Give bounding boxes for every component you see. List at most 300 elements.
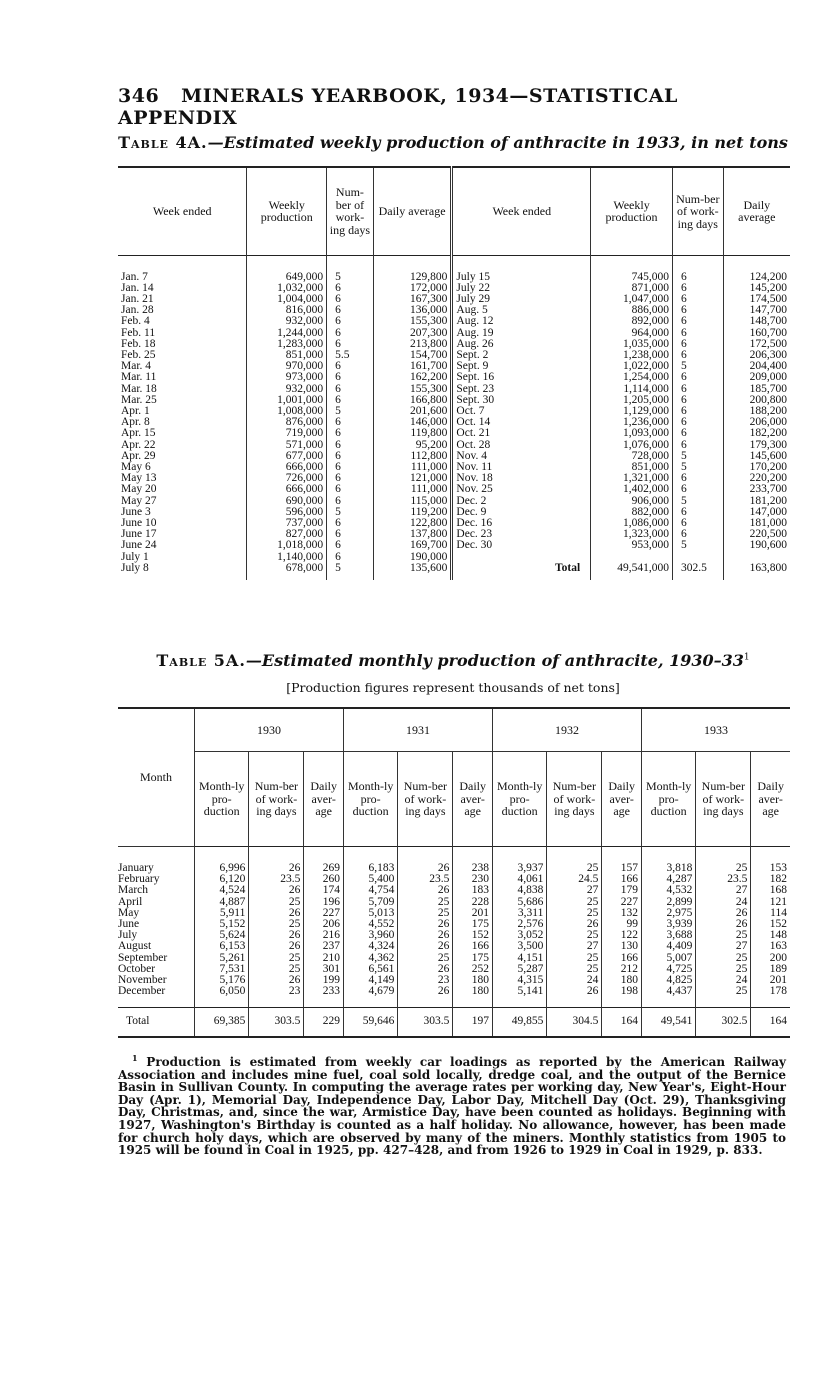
value-cell: 27	[696, 941, 751, 952]
table-row	[118, 428, 790, 439]
value-cell: 6,050	[195, 986, 249, 1008]
week-cell: Apr. 29	[121, 449, 156, 462]
average-cell: 181,000	[723, 518, 790, 529]
week-cell: Aug. 19	[452, 328, 591, 339]
value-cell: 166	[602, 953, 642, 964]
week-cell: July 8	[121, 561, 149, 574]
value-cell: 25	[249, 897, 304, 908]
table-row	[118, 518, 790, 529]
week-cell: June 17	[121, 528, 157, 541]
value-cell: 26	[249, 847, 304, 875]
footnote	[118, 1052, 786, 1157]
total-label: Total	[118, 1008, 195, 1037]
value-cell: 198	[602, 986, 642, 1008]
value-cell: 4,838	[492, 885, 546, 896]
total-value: 49,541	[641, 1008, 695, 1037]
value-cell: 3,939	[641, 919, 695, 930]
week-cell: Sept. 23	[452, 384, 591, 395]
value-cell: 122	[602, 930, 642, 941]
value-cell: 237	[304, 941, 344, 952]
production-cell: 678,000	[247, 563, 327, 580]
value-cell: 5,007	[641, 953, 695, 964]
table-row	[118, 328, 790, 339]
total-value: 229	[304, 1008, 344, 1037]
week-cell: July 15	[452, 255, 591, 283]
average-cell: 111,000	[373, 484, 452, 495]
value-cell: 174	[304, 885, 344, 896]
production-cell: 1,047,000	[591, 294, 673, 305]
week-cell: Oct. 28	[452, 440, 591, 451]
week-cell: Apr. 8	[121, 416, 150, 429]
value-cell: 175	[453, 919, 493, 930]
week-cell: Oct. 21	[452, 428, 591, 439]
weekly-production-table	[118, 166, 790, 580]
days-cell: 6	[672, 417, 723, 428]
week-cell: Mar. 18	[121, 382, 157, 395]
average-cell: 154,700	[373, 350, 452, 361]
average-cell: 112,800	[373, 451, 452, 462]
value-cell: 4,315	[492, 975, 546, 986]
value-cell: 4,887	[195, 897, 249, 908]
value-cell: 24	[696, 975, 751, 986]
week-cell: Mar. 11	[121, 371, 157, 384]
average-cell: 119,200	[373, 507, 452, 518]
value-cell: 25	[696, 847, 751, 875]
production-cell: 886,000	[591, 305, 673, 316]
value-cell: 24.5	[547, 874, 602, 885]
production-cell: 973,000	[247, 372, 327, 383]
days-cell: 6	[327, 339, 374, 350]
value-cell: 180	[453, 986, 493, 1008]
week-cell: May 13	[121, 472, 157, 485]
value-cell: 25	[547, 953, 602, 964]
value-cell: 4,725	[641, 964, 695, 975]
value-cell: 24	[547, 975, 602, 986]
col-working-days: Num-ber of work-ing days	[547, 752, 602, 847]
value-cell: 4,409	[641, 941, 695, 952]
days-cell: 6	[327, 518, 374, 529]
production-cell: 571,000	[247, 440, 327, 451]
average-cell: 121,000	[373, 473, 452, 484]
week-cell: Jan. 7	[121, 270, 148, 283]
value-cell: 6,183	[343, 847, 397, 875]
value-cell: 3,960	[343, 930, 397, 941]
days-cell: 6	[672, 440, 723, 451]
value-cell: 5,624	[195, 930, 249, 941]
value-cell: 157	[602, 847, 642, 875]
week-cell: Dec. 23	[452, 529, 591, 540]
days-cell: 5	[672, 496, 723, 507]
days-cell: 5	[672, 540, 723, 551]
production-cell: 932,000	[247, 384, 327, 395]
production-cell: 1,022,000	[591, 361, 673, 372]
week-cell: Dec. 30	[452, 540, 591, 551]
col-week-ended: Week ended	[152, 204, 212, 218]
production-cell: 851,000	[591, 462, 673, 473]
days-cell: 6	[672, 305, 723, 316]
production-cell: 1,076,000	[591, 440, 673, 451]
total-value: 303.5	[398, 1008, 453, 1037]
production-cell: 1,402,000	[591, 484, 673, 495]
week-cell: Total	[452, 563, 591, 580]
running-title: MINERALS YEARBOOK, 1934—STATISTICAL APPENDIX	[118, 85, 678, 129]
production-cell: 649,000	[247, 255, 327, 283]
average-cell: 137,800	[373, 529, 452, 540]
value-cell: 25	[249, 953, 304, 964]
table-row	[118, 507, 790, 518]
average-cell: 206,000	[723, 417, 790, 428]
production-cell: 719,000	[247, 428, 327, 439]
days-cell: 5	[327, 563, 374, 580]
value-cell: 3,500	[492, 941, 546, 952]
production-cell: 953,000	[591, 540, 673, 551]
value-cell: 166	[453, 941, 493, 952]
production-cell: 1,114,000	[591, 384, 673, 395]
average-cell: 155,300	[373, 384, 452, 395]
production-cell: 1,283,000	[247, 339, 327, 350]
value-cell: 168	[751, 885, 790, 896]
week-cell: Feb. 25	[121, 348, 156, 361]
average-cell: 155,300	[373, 316, 452, 327]
table-row	[118, 283, 790, 294]
production-cell: 1,129,000	[591, 406, 673, 417]
month-cell: October	[118, 962, 156, 975]
value-cell: 238	[453, 847, 493, 875]
total-value: 302.5	[696, 1008, 751, 1037]
week-cell: Sept. 30	[452, 395, 591, 406]
value-cell: 26	[398, 986, 453, 1008]
production-cell: 871,000	[591, 283, 673, 294]
value-cell: 26	[249, 941, 304, 952]
average-cell: 161,700	[373, 361, 452, 372]
average-cell: 166,800	[373, 395, 452, 406]
value-cell: 26	[547, 986, 602, 1008]
table-4a-caption: —Estimated weekly production of anthracite in 1933, in net tons	[207, 133, 788, 152]
value-cell: 4,437	[641, 986, 695, 1008]
days-cell: 5	[672, 361, 723, 372]
value-cell: 3,937	[492, 847, 546, 875]
value-cell: 25	[398, 953, 453, 964]
production-cell: 970,000	[247, 361, 327, 372]
table-row	[118, 885, 790, 896]
production-cell: 882,000	[591, 507, 673, 518]
production-cell: 1,086,000	[591, 518, 673, 529]
production-cell: 932,000	[247, 316, 327, 327]
col-week-ended-2: Week ended	[452, 167, 591, 255]
average-cell: 179,300	[723, 440, 790, 451]
table-row	[118, 395, 790, 406]
value-cell: 189	[751, 964, 790, 975]
days-cell: 6	[672, 283, 723, 294]
page-header	[118, 85, 728, 129]
value-cell: 25	[398, 897, 453, 908]
value-cell: 180	[602, 975, 642, 986]
value-cell: 212	[602, 964, 642, 975]
days-cell: 6	[672, 507, 723, 518]
value-cell: 26	[398, 847, 453, 875]
col-daily-average-2: Daily average	[723, 167, 790, 255]
value-cell: 228	[453, 897, 493, 908]
table-5a-caption: —Estimated monthly production of anthracite, 1930–33	[245, 651, 744, 670]
value-cell: 153	[751, 847, 790, 875]
value-cell: 26	[249, 885, 304, 896]
table-row	[118, 986, 790, 1008]
value-cell: 26	[249, 908, 304, 919]
average-cell: 190,600	[723, 540, 790, 551]
week-cell: May 6	[121, 460, 151, 473]
year-1932: 1932	[492, 708, 641, 752]
days-cell: 6	[327, 283, 374, 294]
value-cell: 27	[696, 885, 751, 896]
value-cell: 6,153	[195, 941, 249, 952]
footnote-mark: 1	[132, 1053, 138, 1063]
days-cell: 6	[672, 316, 723, 327]
week-cell: June 24	[121, 539, 157, 552]
days-cell: 6	[327, 417, 374, 428]
production-cell: 49,541,000	[591, 563, 673, 580]
average-cell: 201,600	[373, 406, 452, 417]
table-row	[118, 941, 790, 952]
production-cell: 1,008,000	[247, 406, 327, 417]
week-cell: Dec. 2	[452, 496, 591, 507]
production-cell: 1,236,000	[591, 417, 673, 428]
value-cell: 148	[751, 930, 790, 941]
col-monthly-production: Month-ly pro-duction	[195, 752, 249, 847]
value-cell: 27	[547, 941, 602, 952]
production-cell: 745,000	[591, 255, 673, 283]
value-cell: 227	[304, 908, 344, 919]
week-cell: Jan. 28	[121, 304, 154, 317]
footnote-text: Production is estimated from weekly car loadings as reported by the American Railway Association and includes mine fuel, coal sold locally, dredge coal, and the output of the Bernice Basin in Sullivan County. In computing the average rates per working day, New Year's, Eight-Hour Day (Apr. 1), Memorial Day, Independence Day, Labor Day, Mitchell Day (Oct. 29), Thanksgiving Day, Christmas, and, since the war, Armistice Day, have been counted as holidays. Beginning with 1927, Washington's Birthday is counted as a half holiday. No allowance, however, has been made for church holy days, which are observed by many of the miners. Monthly statistics from 1905 to 1925 will be found in Coal in 1925, pp. 427–428, and from 1926 to 1929 in Coal in 1929, p. 833.	[118, 1055, 786, 1158]
month-cell: March	[118, 884, 149, 897]
col-working-days: Num-ber of work-ing days	[249, 752, 304, 847]
value-cell: 5,261	[195, 953, 249, 964]
days-cell: 6	[327, 462, 374, 473]
production-cell: 827,000	[247, 529, 327, 540]
value-cell: 25	[547, 908, 602, 919]
days-cell: 6	[327, 529, 374, 540]
value-cell: 2,975	[641, 908, 695, 919]
week-cell: May 20	[121, 483, 157, 496]
production-cell: 1,323,000	[591, 529, 673, 540]
value-cell: 180	[453, 975, 493, 986]
table-row	[118, 473, 790, 484]
production-cell: 892,000	[591, 316, 673, 327]
col-working-days-2: Num-ber of work-ing days	[672, 167, 723, 255]
table-4a-header	[118, 167, 790, 255]
average-cell: 213,800	[373, 339, 452, 350]
week-cell: Nov. 25	[452, 484, 591, 495]
value-cell: 152	[453, 930, 493, 941]
days-cell: 302.5	[672, 563, 723, 580]
value-cell: 269	[304, 847, 344, 875]
table-row	[118, 529, 790, 540]
average-cell: 172,500	[723, 339, 790, 350]
week-cell: June 10	[121, 516, 157, 529]
table-row	[118, 294, 790, 305]
value-cell: 25	[547, 964, 602, 975]
days-cell: 6	[672, 484, 723, 495]
days-cell: 6	[672, 294, 723, 305]
value-cell: 24	[696, 897, 751, 908]
average-cell: 204,400	[723, 361, 790, 372]
total-value: 164	[751, 1008, 790, 1037]
value-cell: 4,324	[343, 941, 397, 952]
average-cell: 233,700	[723, 484, 790, 495]
days-cell: 6	[672, 529, 723, 540]
table-row	[118, 540, 790, 551]
week-cell: Nov. 18	[452, 473, 591, 484]
value-cell: 3,688	[641, 930, 695, 941]
value-cell: 4,679	[343, 986, 397, 1008]
month-cell: May	[118, 906, 140, 919]
days-cell: 5	[327, 507, 374, 518]
production-cell: 816,000	[247, 305, 327, 316]
average-cell: 147,700	[723, 305, 790, 316]
value-cell: 199	[304, 975, 344, 986]
week-cell: May 27	[121, 494, 157, 507]
table-row	[118, 305, 790, 316]
month-cell: December	[118, 985, 166, 998]
production-cell: 1,035,000	[591, 339, 673, 350]
average-cell: 209,000	[723, 372, 790, 383]
value-cell: 252	[453, 964, 493, 975]
average-cell: 220,500	[723, 529, 790, 540]
value-cell: 178	[751, 986, 790, 1008]
value-cell: 25	[696, 986, 751, 1008]
col-weekly-production: Weekly production	[247, 167, 327, 255]
week-cell: Oct. 7	[452, 406, 591, 417]
value-cell: 25	[547, 847, 602, 875]
production-cell: 690,000	[247, 496, 327, 507]
year-1930: 1930	[195, 708, 344, 752]
value-cell: 25	[398, 908, 453, 919]
average-cell: 181,200	[723, 496, 790, 507]
value-cell: 200	[751, 953, 790, 964]
table-row	[118, 451, 790, 462]
value-cell: 163	[751, 941, 790, 952]
value-cell: 26	[249, 930, 304, 941]
average-cell: 220,200	[723, 473, 790, 484]
average-cell: 136,000	[373, 305, 452, 316]
table-5a-label: Table 5A.	[156, 651, 246, 670]
value-cell: 26	[398, 885, 453, 896]
production-cell: 1,004,000	[247, 294, 327, 305]
value-cell: 6,561	[343, 964, 397, 975]
value-cell: 233	[304, 986, 344, 1008]
value-cell: 23.5	[398, 874, 453, 885]
days-cell: 6	[327, 305, 374, 316]
table-row	[118, 255, 790, 283]
table-row	[118, 462, 790, 473]
average-cell: 207,300	[373, 328, 452, 339]
value-cell: 25	[249, 919, 304, 930]
table-row	[118, 440, 790, 451]
table-5a-total-row	[118, 1008, 790, 1037]
average-cell: 119,800	[373, 428, 452, 439]
value-cell: 25	[249, 964, 304, 975]
value-cell: 25	[696, 964, 751, 975]
days-cell: 6	[672, 395, 723, 406]
week-cell: July 22	[452, 283, 591, 294]
value-cell: 25	[547, 930, 602, 941]
production-cell: 1,205,000	[591, 395, 673, 406]
col-daily-average: Daily aver-age	[304, 752, 344, 847]
col-working-days: Num-ber of work-ing days	[327, 167, 374, 255]
value-cell: 152	[751, 919, 790, 930]
week-cell: Aug. 26	[452, 339, 591, 350]
total-value: 69,385	[195, 1008, 249, 1037]
value-cell: 25	[547, 897, 602, 908]
average-cell: 182,200	[723, 428, 790, 439]
value-cell: 4,149	[343, 975, 397, 986]
week-cell: June 3	[121, 505, 151, 518]
week-cell: Dec. 9	[452, 507, 591, 518]
week-cell: Nov. 11	[452, 462, 591, 473]
total-value: 59,646	[343, 1008, 397, 1037]
total-value: 197	[453, 1008, 493, 1037]
table-row	[118, 339, 790, 350]
days-cell: 6	[672, 372, 723, 383]
production-cell: 1,321,000	[591, 473, 673, 484]
value-cell: 5,141	[492, 986, 546, 1008]
value-cell: 4,287	[641, 874, 695, 885]
week-cell: Jan. 14	[121, 281, 154, 294]
days-cell: 6	[327, 496, 374, 507]
value-cell: 25	[696, 953, 751, 964]
average-cell: 135,600	[373, 563, 452, 580]
days-cell: 5	[672, 451, 723, 462]
production-cell: 1,018,000	[247, 540, 327, 551]
days-cell: 6	[672, 350, 723, 361]
table-row	[118, 384, 790, 395]
table-5a-footnote-mark: 1	[743, 652, 750, 663]
week-cell: Aug. 5	[452, 305, 591, 316]
value-cell: 5,400	[343, 874, 397, 885]
days-cell: 6	[327, 473, 374, 484]
week-cell: Apr. 1	[121, 404, 150, 417]
days-cell: 5	[327, 406, 374, 417]
average-cell: 145,200	[723, 283, 790, 294]
week-cell: Jan. 21	[121, 292, 154, 305]
average-cell: 122,800	[373, 518, 452, 529]
week-cell: Sept. 9	[452, 361, 591, 372]
year-1931: 1931	[343, 708, 492, 752]
value-cell: 99	[602, 919, 642, 930]
month-cell: September	[118, 951, 168, 964]
month-cell: July	[118, 929, 138, 942]
table-row	[118, 417, 790, 428]
value-cell: 201	[453, 908, 493, 919]
value-cell: 23.5	[249, 874, 304, 885]
value-cell: 4,532	[641, 885, 695, 896]
value-cell: 227	[602, 897, 642, 908]
value-cell: 121	[751, 897, 790, 908]
col-monthly-production: Month-ly pro-duction	[343, 752, 397, 847]
average-cell: 200,800	[723, 395, 790, 406]
week-cell: Feb. 18	[121, 337, 156, 350]
average-cell: 163,800	[723, 563, 790, 580]
value-cell: 4,151	[492, 953, 546, 964]
value-cell: 5,287	[492, 964, 546, 975]
value-cell: 26	[696, 919, 751, 930]
value-cell: 4,825	[641, 975, 695, 986]
days-cell: 6	[672, 384, 723, 395]
col-monthly-production: Month-ly pro-duction	[641, 752, 695, 847]
days-cell: 6	[327, 316, 374, 327]
month-cell: August	[118, 940, 152, 953]
week-cell: July 29	[452, 294, 591, 305]
